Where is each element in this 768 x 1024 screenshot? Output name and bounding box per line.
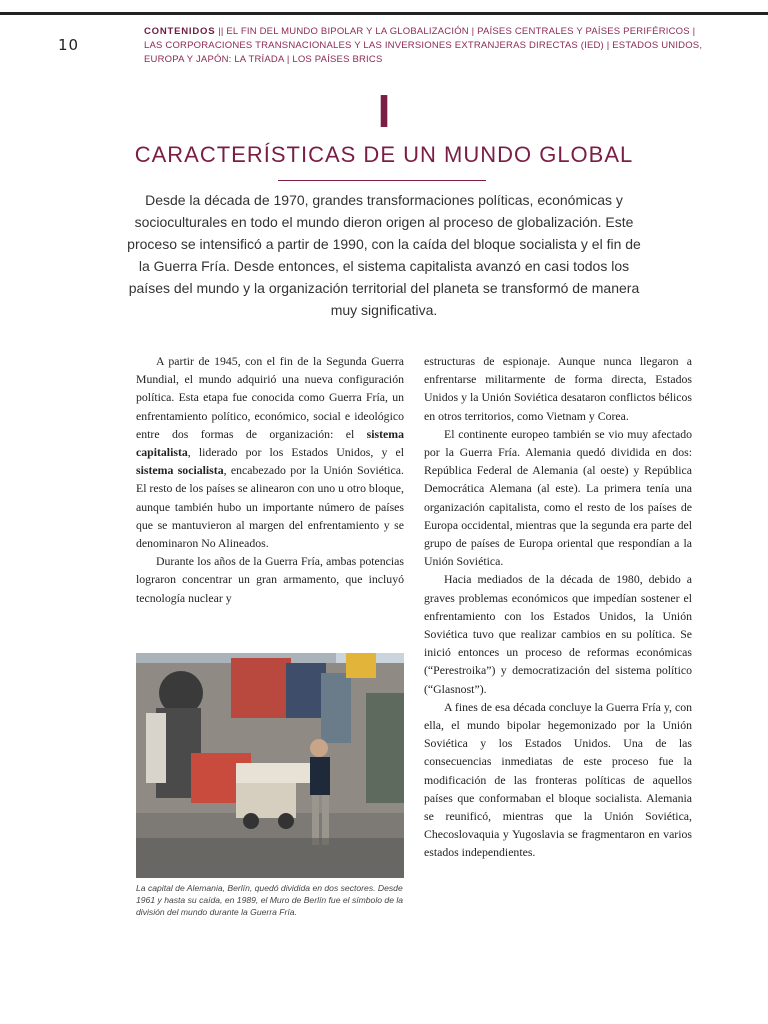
chapter-intro: Desde la década de 1970, grandes transformaciones políticas, económicas y socioculturales en todo el mundo dieron origen al proceso de globalización. Este proceso se intensificó a partir de 1990, con la caída del bloque socialista y el fin de la Guerra Fría. Desde entonces, el sistema capitalista avanzó en casi todos los países del mundo y la organización territorial del planeta se transformó de manera muy significativa. [127,192,641,318]
photo-caption: La capital de Alemania, Berlín, quedó dividida en dos sectores. Desde 1961 y hasta su caída, en 1989, el Muro de Berlín fue el símbolo de la división del mundo durante la Guerra Fría. [136,883,404,917]
paragraph-1 [136,352,404,552]
paragraph-4: Hacia mediados de la década de 1980, debido a graves problemas económicos que impedían sostener el enfrentamiento con los Estados Unidos, la Unión Soviética tuvo que realizar cambios en su política. Se inició entonces un proceso de reformas económicas (“Perestroika”) y democratización del sistema político (“Glasnost”). [424,572,692,696]
paragraph-1-text-c: , encabezado por la Unión Soviética. El resto de los países se alinearon con uno u otro bloque, aunque también hubo un importante número de países que se mantuvieron al margen del enfrentamiento y se denominaron No Alineados. [136,463,404,551]
berlin-wall-image [136,653,404,878]
term-sistema-capitalista: sistema capitalista [136,426,404,460]
title-divider [278,180,486,181]
paragraph-1-text-b: , liderado por los Estados Unidos, y el [187,445,404,460]
contents-bar [144,25,704,67]
contents-label: CONTENIDOS [144,26,216,37]
left-column [136,352,404,607]
term-sistema-socialista: sistema socialista [136,463,224,478]
top-rule [0,12,768,15]
paragraph-2: Durante los años de la Guerra Fría, ambas potencias lograron concentrar un gran armamento, que incluyó tecnología nuclear y [136,554,404,605]
contents-text: || EL FIN DEL MUNDO BIPOLAR Y LA GLOBALIZACIÓN | PAÍSES CENTRALES Y PAÍSES PERIFÉRICOS | LAS CORPORACIONES TRANSNACIONALES Y LAS INVERSIONES EXTRANJERAS DIRECTAS (IED) | ESTADOS UNIDOS, EUROPA Y JAPÓN: LA TRÍADA | LOS PAÍSES BRICS [144,26,703,65]
paragraph-2-continued: estructuras de espionaje. Aunque nunca llegaron a enfrentarse militarmente de forma directa, Estados Unidos y la Unión Soviética desataron conflictos bélicos en otros territorios, como Vietnam y Corea. [424,354,692,423]
paragraph-5: A fines de esa década concluye la Guerra Fría y, con ella, el mundo bipolar hegemonizado por la Unión Soviética y los Estados Unidos. Una de las consecuencias inmediatas de este proceso fue la modificación de las fronteras políticas de aquellos países que conformaban el bloque socialista. Alemania se reunificó, mientras que la Unión Soviética, Checoslovaquia y Yugoslavia se fragmentaron en varios estados independientes. [424,699,692,860]
paragraph-1-text-a: A partir de 1945, con el fin de la Segunda Guerra Mundial, el mundo adquirió una nueva configuración política. Esta etapa fue conocida como Guerra Fría, un enfrentamiento político, económico, social e ideológico entre dos formas de organización: el [136,354,404,441]
paragraph-3: El continente europeo también se vio muy afectado por la Guerra Fría. Alemania quedó dividida en dos: República Federal de Alemania (al oeste) y República Democrática Alemana (al este). La primera tenía una organización capitalista, como el resto de los países de Europa occidental, mientras que la segunda era parte del grupo de países de Europa oriental que respondían a la Unión Soviética. [424,426,692,569]
page-number: 10 [58,36,80,54]
chapter-title: CARACTERÍSTICAS DE UN MUNDO GLOBAL [134,142,634,167]
berlin-wall-photo [136,653,404,878]
chapter-number: I [377,85,391,137]
right-column [424,352,692,862]
